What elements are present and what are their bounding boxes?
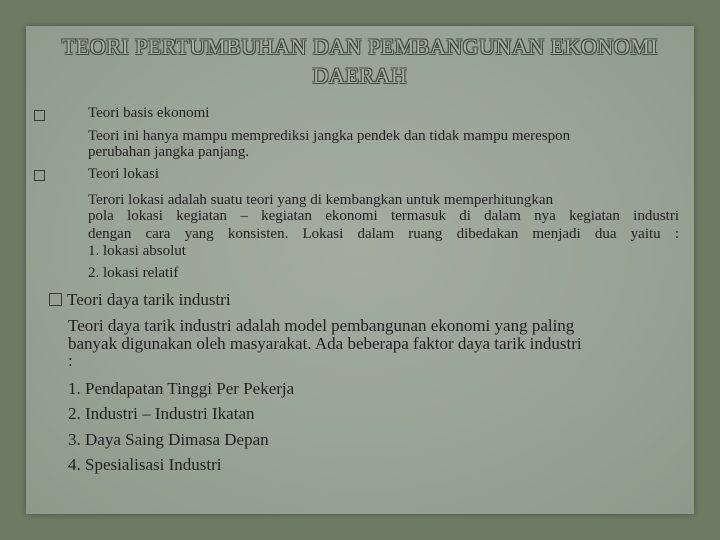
section1-body-line: perubahan jangka panjang. (88, 144, 250, 160)
slide-title (40, 32, 680, 90)
section2-list-item: 2. lokasi relatif (88, 265, 179, 281)
section2-body-line: Terori lokasi adalah suatu teori yang di kembangkan untuk memperhitungkan (88, 192, 554, 208)
section3-heading: Teori daya tarik industri (67, 290, 231, 309)
bullet-icon (34, 170, 45, 181)
section3-list-item: 3. Daya Saing Dimasa Depan (68, 430, 269, 449)
section3-list-item: 1. Pendapatan Tinggi Per Pekerja (68, 379, 295, 398)
slide-title-line1: TEORI PERTUMBUHAN DAN PEMBANGUNAN EKONOMI (61, 34, 659, 59)
section3-body-line: : (68, 351, 73, 370)
section1-heading: Teori basis ekonomi (88, 105, 210, 121)
bullet-icon (34, 110, 45, 121)
section3-body-line: banyak digunakan oleh masyarakat. Ada beberapa faktor daya tarik industri (68, 334, 582, 353)
section1-body-line: Teori ini hanya mampu memprediksi jangka pendek dan tidak mampu merespon (88, 128, 571, 144)
section3-body-line: Teori daya tarik industri adalah model pembangunan ekonomi yang paling (68, 316, 575, 335)
section2-body-line: pola lokasi kegiatan – kegiatan ekonomi termasuk di dalam nya kegiatan industri (88, 208, 679, 224)
section2-body-line: dengan cara yang konsisten. Lokasi dalam ruang dibedakan menjadi dua yaitu : (88, 226, 679, 242)
section2-list-item: 1. lokasi absolut (88, 243, 186, 259)
bullet-icon (49, 293, 62, 306)
section3-list-item: 4. Spesialisasi Industri (68, 455, 222, 474)
section3-list-item: 2. Industri – Industri Ikatan (68, 404, 255, 423)
slide-title-line2: DAERAH (312, 63, 408, 88)
section2-heading: Teori lokasi (88, 166, 160, 182)
